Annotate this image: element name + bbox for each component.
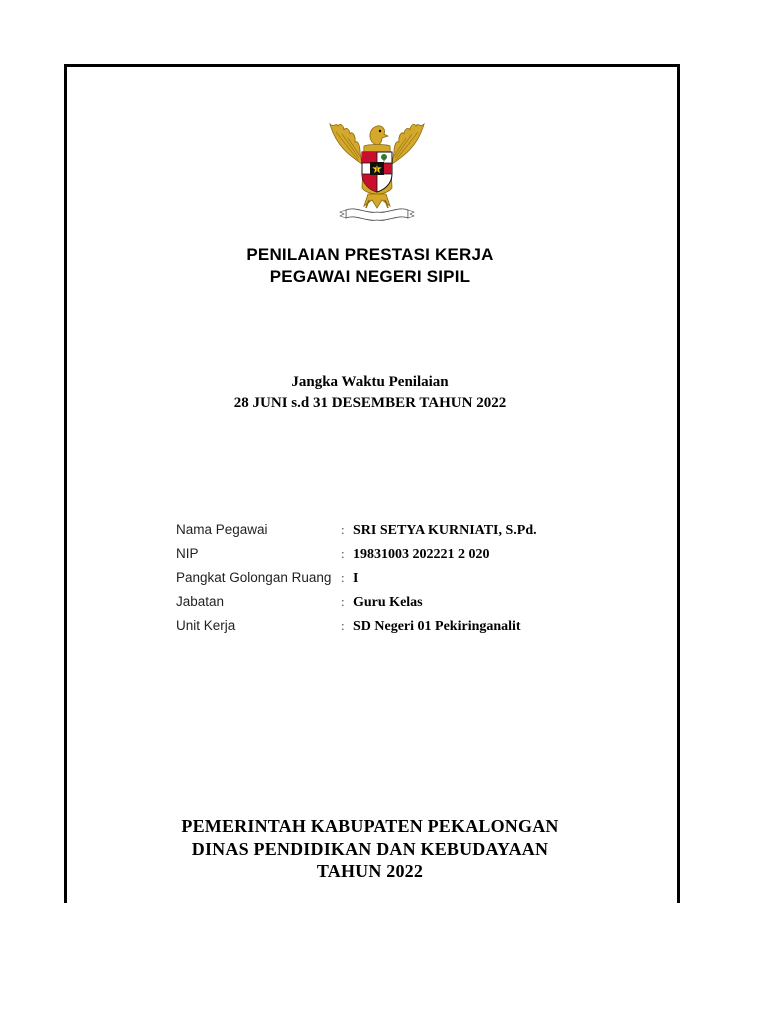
garuda-emblem-icon [322, 116, 432, 224]
info-separator: : [341, 546, 345, 561]
info-separator: : [341, 570, 345, 585]
footer-department: DINAS PENDIDIKAN DAN KEBUDAYAAN [191, 839, 549, 859]
info-separator: : [341, 618, 345, 633]
info-label: Jabatan [176, 594, 225, 609]
info-separator: : [341, 522, 345, 537]
info-label: Nama Pegawai [176, 522, 268, 537]
info-label: NIP [176, 546, 199, 561]
info-row-jabatan [176, 594, 636, 614]
info-value: Guru Kelas [353, 595, 423, 610]
period-label: Jangka Waktu Penilaian [291, 374, 449, 390]
info-value: SD Negeri 01 Pekiringanalit [353, 619, 521, 634]
info-value: SRI SETYA KURNIATI, S.Pd. [353, 523, 537, 538]
document-title-line-1: PENILAIAN PRESTASI KERJA [246, 245, 494, 264]
info-label: Pangkat Golongan Ruang [176, 570, 332, 585]
info-row-unit-kerja [176, 618, 636, 638]
info-row-pangkat-golongan [176, 570, 636, 590]
footer-year: TAHUN 2022 [316, 861, 424, 881]
info-separator: : [341, 594, 345, 609]
info-label: Unit Kerja [176, 618, 236, 633]
info-value: I [353, 571, 359, 586]
period-value: 28 JUNI s.d 31 DESEMBER TAHUN 2022 [233, 395, 507, 411]
info-row-nip [176, 546, 636, 566]
info-row-nama-pegawai [176, 522, 636, 542]
footer-government: PEMERINTAH KABUPATEN PEKALONGAN [181, 816, 559, 836]
info-value: 19831003 202221 2 020 [353, 547, 490, 562]
document-title-line-2: PEGAWAI NEGERI SIPIL [269, 267, 471, 286]
